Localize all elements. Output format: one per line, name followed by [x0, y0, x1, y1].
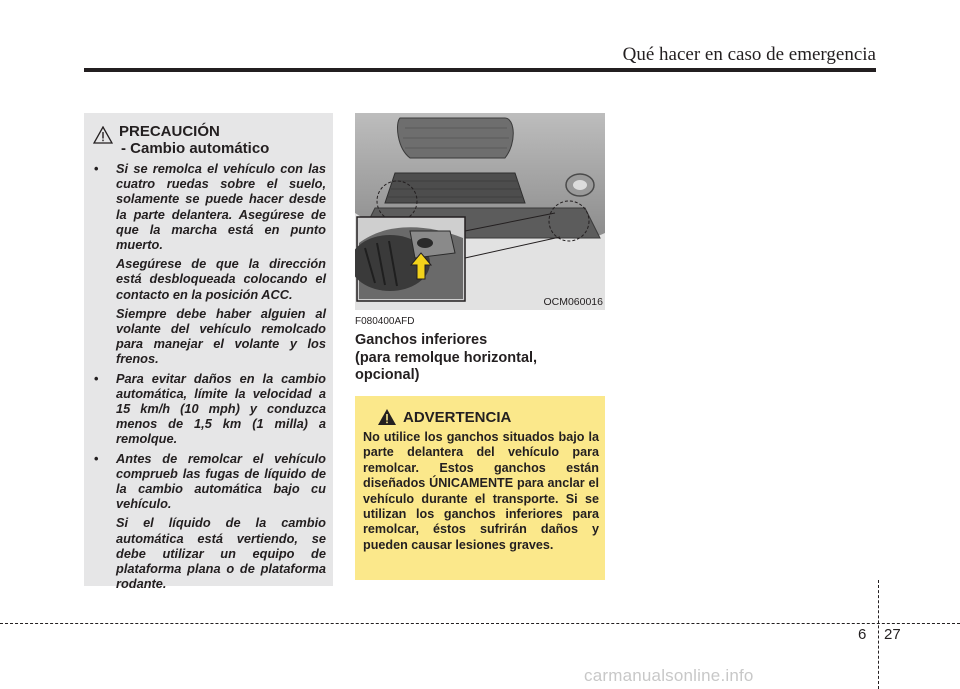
caution-paragraph: Asegúrese de que la dirección está desbloqueada colocando el contacto en la posición ACC. — [116, 256, 326, 302]
header-title: Qué hacer en caso de emergencia — [622, 44, 876, 65]
caution-header — [92, 123, 326, 157]
tow-hook-illustration — [355, 113, 605, 310]
caution-paragraph: Siempre debe haber alguien al volante del vehículo remolcado para manejar el volante y los frenos. — [116, 305, 326, 367]
footer-divider — [878, 580, 879, 689]
caution-bullet: • Para evitar daños en la cambio automática, límite la velocidad a 15 km/h (10 mph) y conduzca menos de 1,5 km (1 milla) a remolque. — [94, 370, 326, 447]
warning-triangle-icon — [377, 408, 397, 426]
warning-title: ADVERTENCIA — [403, 408, 512, 426]
caution-bullet: • Si se remolca el vehículo con las cuatro ruedas sobre el suelo, solamente se puede hacer desde la parte delantera. Asegúrese de que la marcha está en punto muerto. — [94, 161, 326, 253]
header-rule — [84, 68, 876, 72]
chapter-number: 6 — [858, 626, 867, 643]
caution-box — [84, 113, 333, 592]
warning-text: No utilice los ganchos situados bajo la parte delantera del vehículo para remolcar. Estos ganchos están diseñados ÚNICAMENTE para anclar el vehículo durante el transporte. Si se utilizan los ganchos inferiores para remolcar, éstos sufrirán daños y pueden causar lesiones graves. — [363, 430, 599, 552]
watermark: carmanualsonline.info — [584, 666, 754, 685]
caution-subtitle: - Cambio automático — [121, 140, 270, 157]
caution-body — [92, 161, 326, 591]
warning-header — [363, 408, 599, 426]
caution-item-text: Para evitar daños en la cambio automática, límite la velocidad a 15 km/h (10 mph) y conduzca menos de 1,5 km (1 milla) a remolque. — [116, 370, 326, 447]
section-code: F080400AFD — [355, 316, 415, 327]
section-subtitle: (para remolque horizontal, opcional) — [355, 350, 538, 383]
car-front-drawing — [355, 113, 605, 310]
caution-paragraph: Si el líquido de la cambio automática está vertiendo, se debe utilizar un equipo de plataforma plana o de plataforma rodante. — [116, 515, 326, 592]
caution-item-text: Si se remolca el vehículo con las cuatro ruedas sobre el suelo, solamente se puede hacer desde la parte delantera. Asegúrese de que la marcha está en punto muerto. — [116, 161, 326, 253]
section-title: Ganchos inferiores — [355, 332, 488, 348]
page-number: 27 — [884, 626, 901, 643]
warning-box — [355, 396, 605, 580]
footer-rule — [0, 623, 960, 624]
figure-code: OCM060016 — [543, 296, 603, 308]
caution-item-text: Antes de remolcar el vehículo comprueb las fugas de líquido de la cambio automática bajo cu vehículo. — [116, 450, 326, 512]
warning-triangle-icon — [93, 126, 113, 144]
caution-bullet: • Antes de remolcar el vehículo comprueb las fugas de líquido de la cambio automática bajo cu vehículo. — [94, 450, 326, 512]
caution-title: PRECAUCIÓN — [119, 123, 220, 140]
